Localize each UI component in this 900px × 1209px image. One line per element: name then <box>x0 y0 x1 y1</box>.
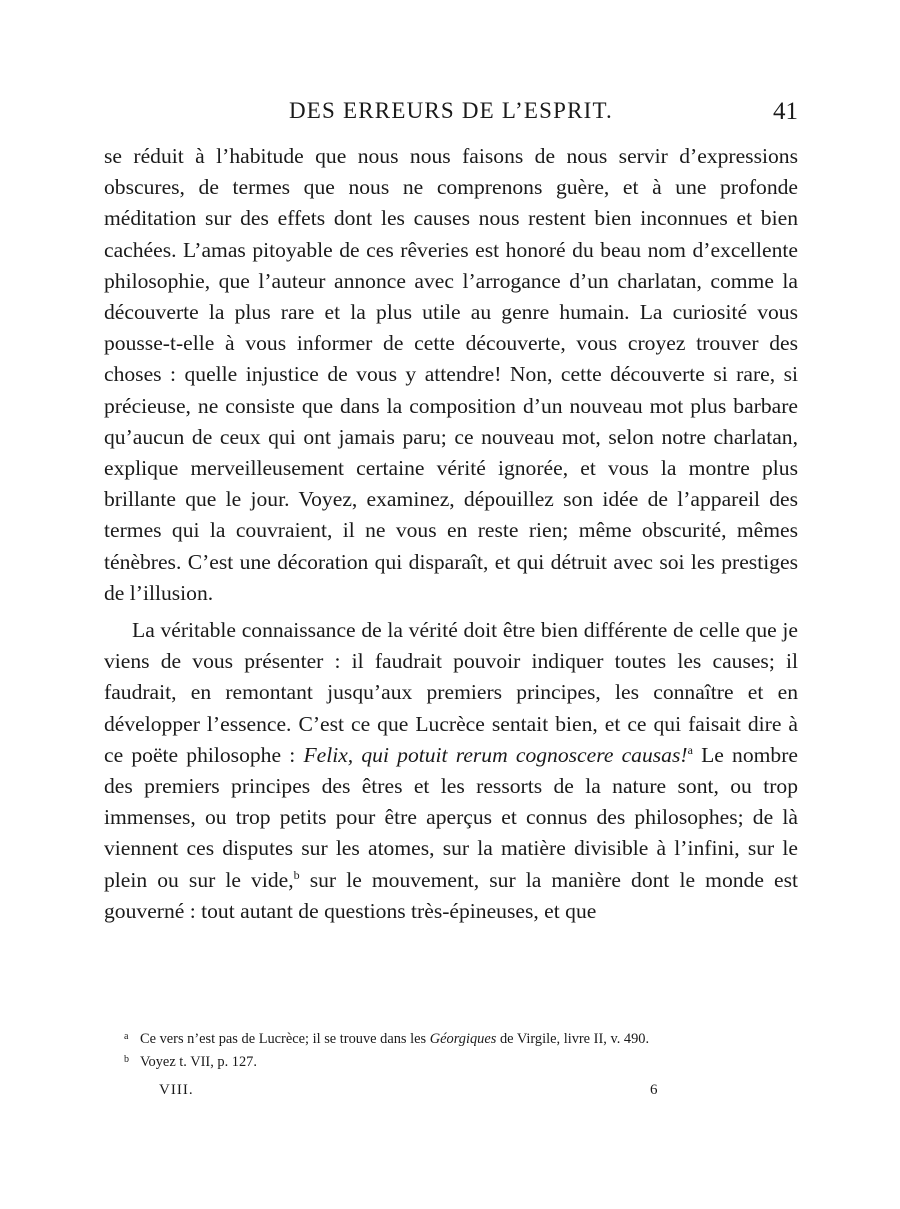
paragraph-2-text-middle: Le nombre des premiers principes des êtres et les ressorts de la nature sont, ou trop immenses, ou trop petits pour être aperçus et connus des philosophes; de là viennent ces disputes sur les atomes, sur la matière divisible à l’infini, sur le plein ou sur le vide, <box>104 742 799 892</box>
footnote-ref-b: b <box>293 867 300 882</box>
footnote-a-text-end: de Virgile, livre II, v. 490. <box>496 1031 650 1047</box>
paragraph-2-text-end: sur le mouvement, sur la manière dont le monde est gouverné : tout autant de questions très-épineuses, et que <box>104 867 798 923</box>
paragraph-1: se réduit à l’habitude que nous nous faisons de nous servir d’expressions obscures, de termes que nous ne comprenons guère, et à une profonde méditation sur des effets dont les causes nous restent bien inconnues et bien cachées. L’amas pitoyable de ces rêveries est honoré du beau nom d’excellente philosophie, que l’auteur annonce avec l’arrogance d’un charlatan, comme la découverte la plus rare et la plus utile au genre humain. La curiosité vous pousse-t-elle à vous informer de cette découverte, vous croyez trouver des choses : quelle injustice de vous y attendre! Non, cette découverte si rare, si précieuse, ne consiste que dans la composition d’un nouveau mot plus barbare qu’aucun de ceux qui ont jamais paru; ce nouveau mot, selon notre charlatan, explique merveilleusement certaine vérité ignorée, et vous la montre plus brillante que le jour. Voyez, examinez, dépouillez son idée de l’appareil des termes qui la couvraient, il ne vous en reste rien; même obscurité, mêmes ténèbres. C’est une décoration qui disparaît, et qui détruit avec soi les prestiges de l’illusion. <box>104 144 798 605</box>
footnote-a-italic: Géorgiques <box>429 1031 497 1047</box>
body-text <box>104 141 798 927</box>
latin-quotation: Felix, qui potuit rerum cognoscere causas! <box>303 742 688 767</box>
page-number: 41 <box>773 98 798 125</box>
footnote-a: a Ce vers n’est pas de Lucrèce; il se trouve dans les Géorgiques de Virgile, livre II, v. 490. <box>124 1031 650 1047</box>
paragraph-2-text-start: La véritable connaissance de la vérité doit être bien différente de celle que je viens de vous présenter : il faudrait pouvoir indiquer toutes les causes; il faudrait, en remontant jusqu’aux premiers principes, les connaître et en développer l’essence. C’est ce que Lucrèce sentait bien, et ce qui faisait dire à ce poëte philosophe : <box>104 618 798 767</box>
paragraph-2 <box>104 615 798 927</box>
footnote-a-text-start: Ce vers n’est pas de Lucrèce; il se trouve dans les <box>140 1031 430 1047</box>
running-title: DES ERREURS DE L’ESPRIT. <box>288 98 613 123</box>
footnote-b-text: Voyez t. VII, p. 127. <box>140 1054 257 1070</box>
running-head <box>104 98 798 134</box>
signature-mark: VIII. <box>159 1082 194 1098</box>
footnotes <box>104 1028 798 1074</box>
footnote-b: b Voyez t. VII, p. 127. <box>124 1054 257 1070</box>
gathering-number: 6 <box>650 1082 658 1098</box>
footnote-ref-a: a <box>687 742 693 757</box>
